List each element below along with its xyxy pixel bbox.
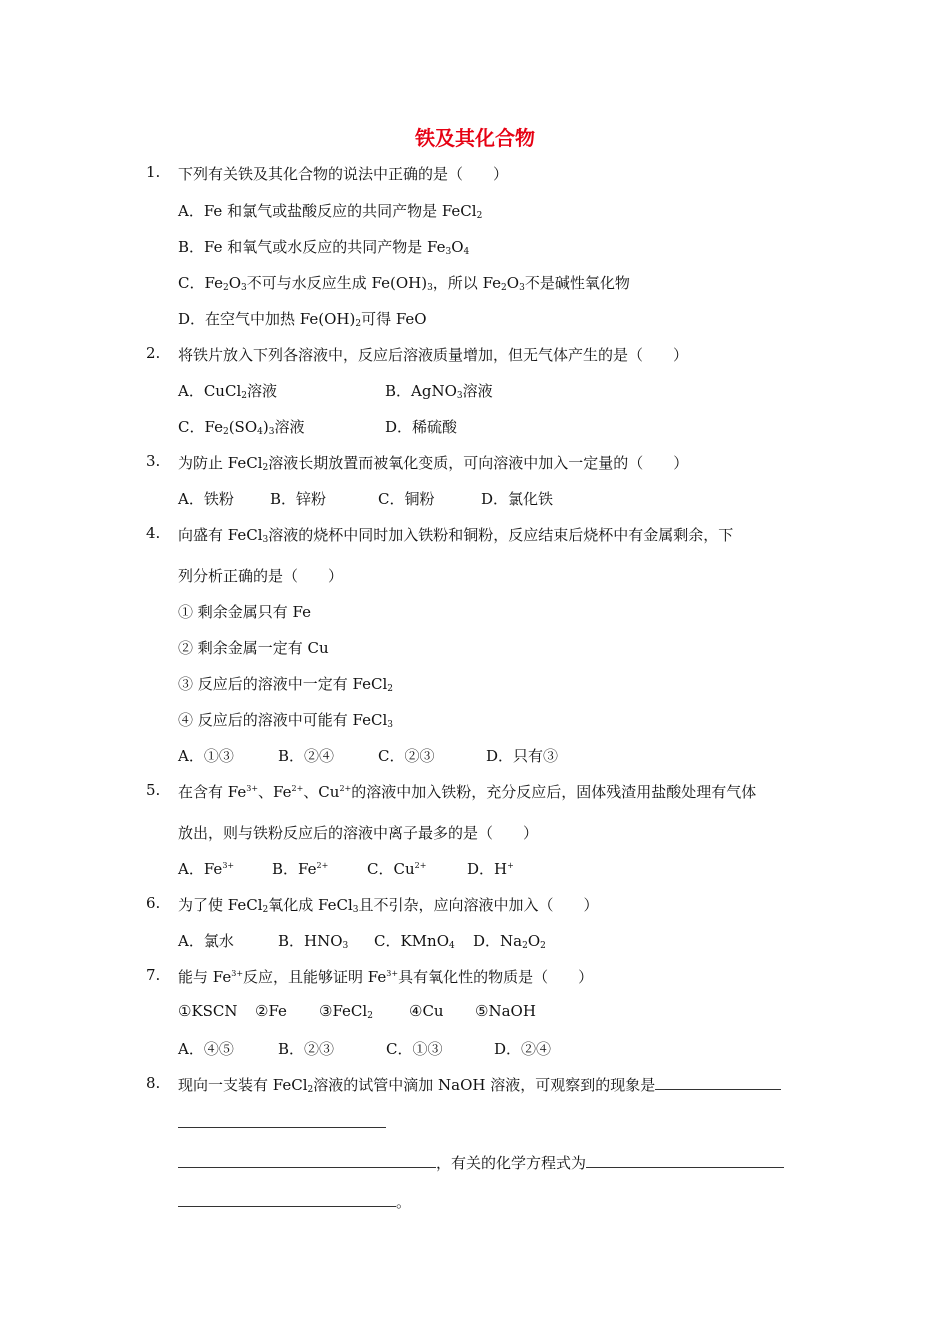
question-number: 7. [146, 966, 161, 984]
substance-5: ⑤NaOH [475, 1002, 536, 1020]
statement-4: ④ 反应后的溶液中可能有 FeCl$_3$ [178, 711, 394, 730]
question-text: 为了使 FeCl$_2$氧化成 FeCl$_3$且不引杂，应向溶液中加入（ ） [178, 896, 599, 915]
statement-3: ③ 反应后的溶液中一定有 FeCl$_2$ [178, 675, 394, 694]
option-b: B．Fe 和氧气或水反应的共同产物是 $Fe_3O_4$ [178, 238, 470, 257]
question-text-continued: 放出，则与铁粉反应后的溶液中离子最多的是（ ） [178, 824, 539, 842]
option-b: B．AgNO$_3$溶液 [385, 382, 493, 401]
question-number: 8. [146, 1074, 161, 1092]
option-c: C．①③ [386, 1040, 443, 1058]
question-number: 5. [146, 781, 161, 799]
option-a: A．Fe 和氯气或盐酸反应的共同产物是 FeCl$_2$ [178, 202, 483, 221]
option-a: A．氯水 [178, 932, 234, 950]
question-number: 4. [146, 524, 161, 542]
option-b: B．②④ [278, 747, 335, 765]
page-title: 铁及其化合物 [415, 126, 535, 150]
question-text: 能与 $Fe^{3+}$反应，且能够证明 $Fe^{3+}$具有氧化性的物质是（ ） [178, 968, 594, 986]
substance-1: ①KSCN [178, 1002, 238, 1020]
option-d: D．氯化铁 [481, 490, 554, 508]
option-d: D．只有③ [486, 747, 559, 765]
option-a: A．④⑤ [178, 1040, 234, 1058]
equation-blank[interactable] [586, 1153, 784, 1168]
option-a: A．CuCl$_2$溶液 [178, 382, 277, 401]
option-c: C．②③ [378, 747, 435, 765]
option-b: B．$Fe^{2+}$ [272, 860, 329, 878]
substance-3: ③FeCl$_2$ [319, 1002, 373, 1021]
statement-1: ① 剩余金属只有 Fe [178, 603, 312, 621]
answer-blank-line[interactable] [178, 1113, 386, 1132]
question-text: 在含有 $Fe^{3+}$、$Fe^{2+}$、$Cu^{2+}$的溶液中加入铁粉，充分反应后，固体残渣用盐酸处理有气体 [178, 783, 757, 801]
question-text: 为防止 FeCl$_2$溶液长期放置而被氧化变质，可向溶液中加入一定量的（ ） [178, 454, 689, 473]
question-text-continued: 列分析正确的是（ ） [178, 567, 344, 585]
option-d: D．稀硫酸 [385, 418, 458, 436]
option-a: A．铁粉 [178, 490, 234, 508]
option-b: B．锌粉 [270, 490, 327, 508]
question-text: 现向一支装有 FeCl$_2$溶液的试管中滴加 NaOH 溶液，可观察到的现象是 [178, 1074, 781, 1095]
question-number: 3. [146, 452, 161, 470]
option-d: D．②④ [494, 1040, 552, 1058]
option-c: C．KMnO$_4$ [374, 932, 455, 951]
option-b: B．②③ [278, 1040, 335, 1058]
question-text: 将铁片放入下列各溶液中，反应后溶液质量增加，但无气体产生的是（ ） [178, 346, 689, 364]
question-text: 下列有关铁及其化合物的说法中正确的是（ ） [178, 165, 509, 183]
option-d: D．H+ [467, 860, 514, 878]
question-text: 向盛有 FeCl$_3$溶液的烧杯中同时加入铁粉和铜粉，反应结束后烧杯中有金属剩余，下 [178, 526, 734, 545]
answer-line: ，有关的化学方程式为 [178, 1152, 784, 1173]
substance-2: ②Fe [255, 1002, 287, 1020]
answer-blank[interactable] [655, 1075, 781, 1090]
answer-blank[interactable] [178, 1153, 436, 1168]
option-b: B．$HNO_3$ [278, 932, 349, 951]
statement-2: ② 剩余金属一定有 Cu [178, 639, 329, 657]
substance-4: ④Cu [409, 1002, 444, 1020]
option-c: C．$Fe_2O_3$不可与水反应生成 $Fe(OH)_3$，所以 $Fe_2O_3$不是碱性氧化物 [178, 274, 630, 293]
option-c: C．铜粉 [378, 490, 435, 508]
question-number: 6. [146, 894, 161, 912]
option-c: C．$Cu^{2+}$ [367, 860, 427, 878]
option-c: C．$Fe_2(SO_4)_3$溶液 [178, 418, 305, 437]
equation-blank[interactable] [178, 1192, 396, 1207]
option-a: A．$Fe^{3+}$ [178, 860, 235, 878]
option-d: D．$Na_2O_2$ [473, 932, 546, 951]
question-number: 1. [146, 163, 161, 181]
option-a: A．①③ [178, 747, 234, 765]
option-d: D．在空气中加热 $Fe(OH)_2$可得 FeO [178, 310, 427, 329]
question-number: 2. [146, 344, 161, 362]
answer-line-end: 。 [178, 1191, 411, 1212]
